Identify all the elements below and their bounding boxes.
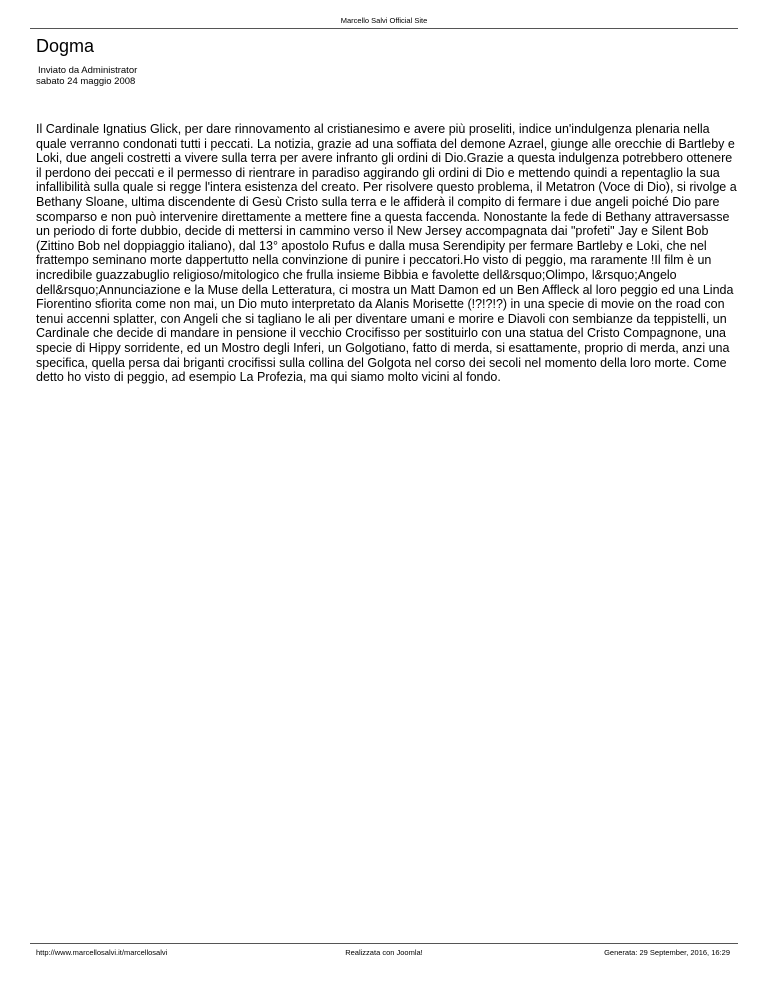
article-title: Dogma [36, 36, 95, 56]
article-author: Inviato da Administrator [38, 65, 138, 76]
footer-divider [30, 943, 738, 944]
footer-generated-date: Generata: 29 September, 2016, 16:29 [604, 948, 730, 957]
article-meta [36, 65, 137, 87]
footer-credit: Realizzata con Joomla! [345, 948, 423, 957]
article-body: Il Cardinale Ignatius Glick, per dare rinnovamento al cristianesimo e avere più proseliti, indice un'indulgenza plenaria nella quale verranno condonati tutti i peccati. La notizia, grazie ad una soffiata del demone Azrael, giunge alle orecchie di Bartleby e Loki, due angeli costretti a vivere sulla terra per avere infranto gli ordini di Dio.Grazie a questa indulgenza potrebbero ottenere il perdono dei peccati e il permesso di rientrare in paradiso aggirando gli ordini di Dio e mettendo quindi a repentaglio la sua infallibilità sulla quale si regge l'intera esistenza del creato. Per risolvere questo problema, il Metatron (Voce di Dio), si rivolge a Bethany Sloane, ultima discendente di Gesù Cristo sulla terra e le affiderà il compito di fermare i due angeli poiché Dio pare scomparso e non può intervenire direttamente a mettere fine a questa faccenda. Nonostante la fede di Bethany attraversasse un periodo di forte dubbio, decide di mettersi in cammino verso il New Jersey accompagnata dai "profeti" Jay e Silent Bob (Zittino Bob nel doppiaggio italiano), dal 13° apostolo Rufus e dalla musa Serendipity per fermare Bartleby e Loki, che nel frattempo seminano morte dappertutto nella convinzione di punire i peccatori.Ho visto di peggio, ma raramente !Il film è un incredibile guazzabuglio religioso/mitologico che frulla insieme Bibbia e favolette dell&rsquo;Olimpo, l&rsquo;Angelo dell&rsquo;Annunciazione e la Muse della Letteratura, ci mostra un Matt Damon ed un Ben Affleck al loro peggio ed una Linda Fiorentino sfiorita come non mai, un Dio muto interpretato da Alanis Morisette (!?!?!?) in una specie di movie on the road con tenui accenni splatter, con Angeli che si tagliano le ali per diventare umani e morire e Diavoli con sembianze da teppistelli, un Cardinale che decide di mandare in pensione il vecchio Crocifisso per sostituirlo con una statua del Cristo Compagnone, una specie di Hippy sorridente, ed un Mostro degli Inferi, un Golgotiano, fatto di merda, si esattamente, proprio di merda, anzi una specifica, quella persa dai briganti crocifissi sulla collina del Golgota nel corso dei secoli nel momento della loro morte. Come detto ho visto di peggio, ad esempio La Profezia, ma qui siamo molto vicini al fondo. [36, 122, 737, 385]
footer-url: http://www.marcellosalvi.it/marcellosalvi [36, 948, 168, 957]
article-date: sabato 24 maggio 2008 [36, 76, 136, 87]
site-header: Marcello Salvi Official Site [340, 16, 428, 25]
header-divider [30, 28, 738, 29]
